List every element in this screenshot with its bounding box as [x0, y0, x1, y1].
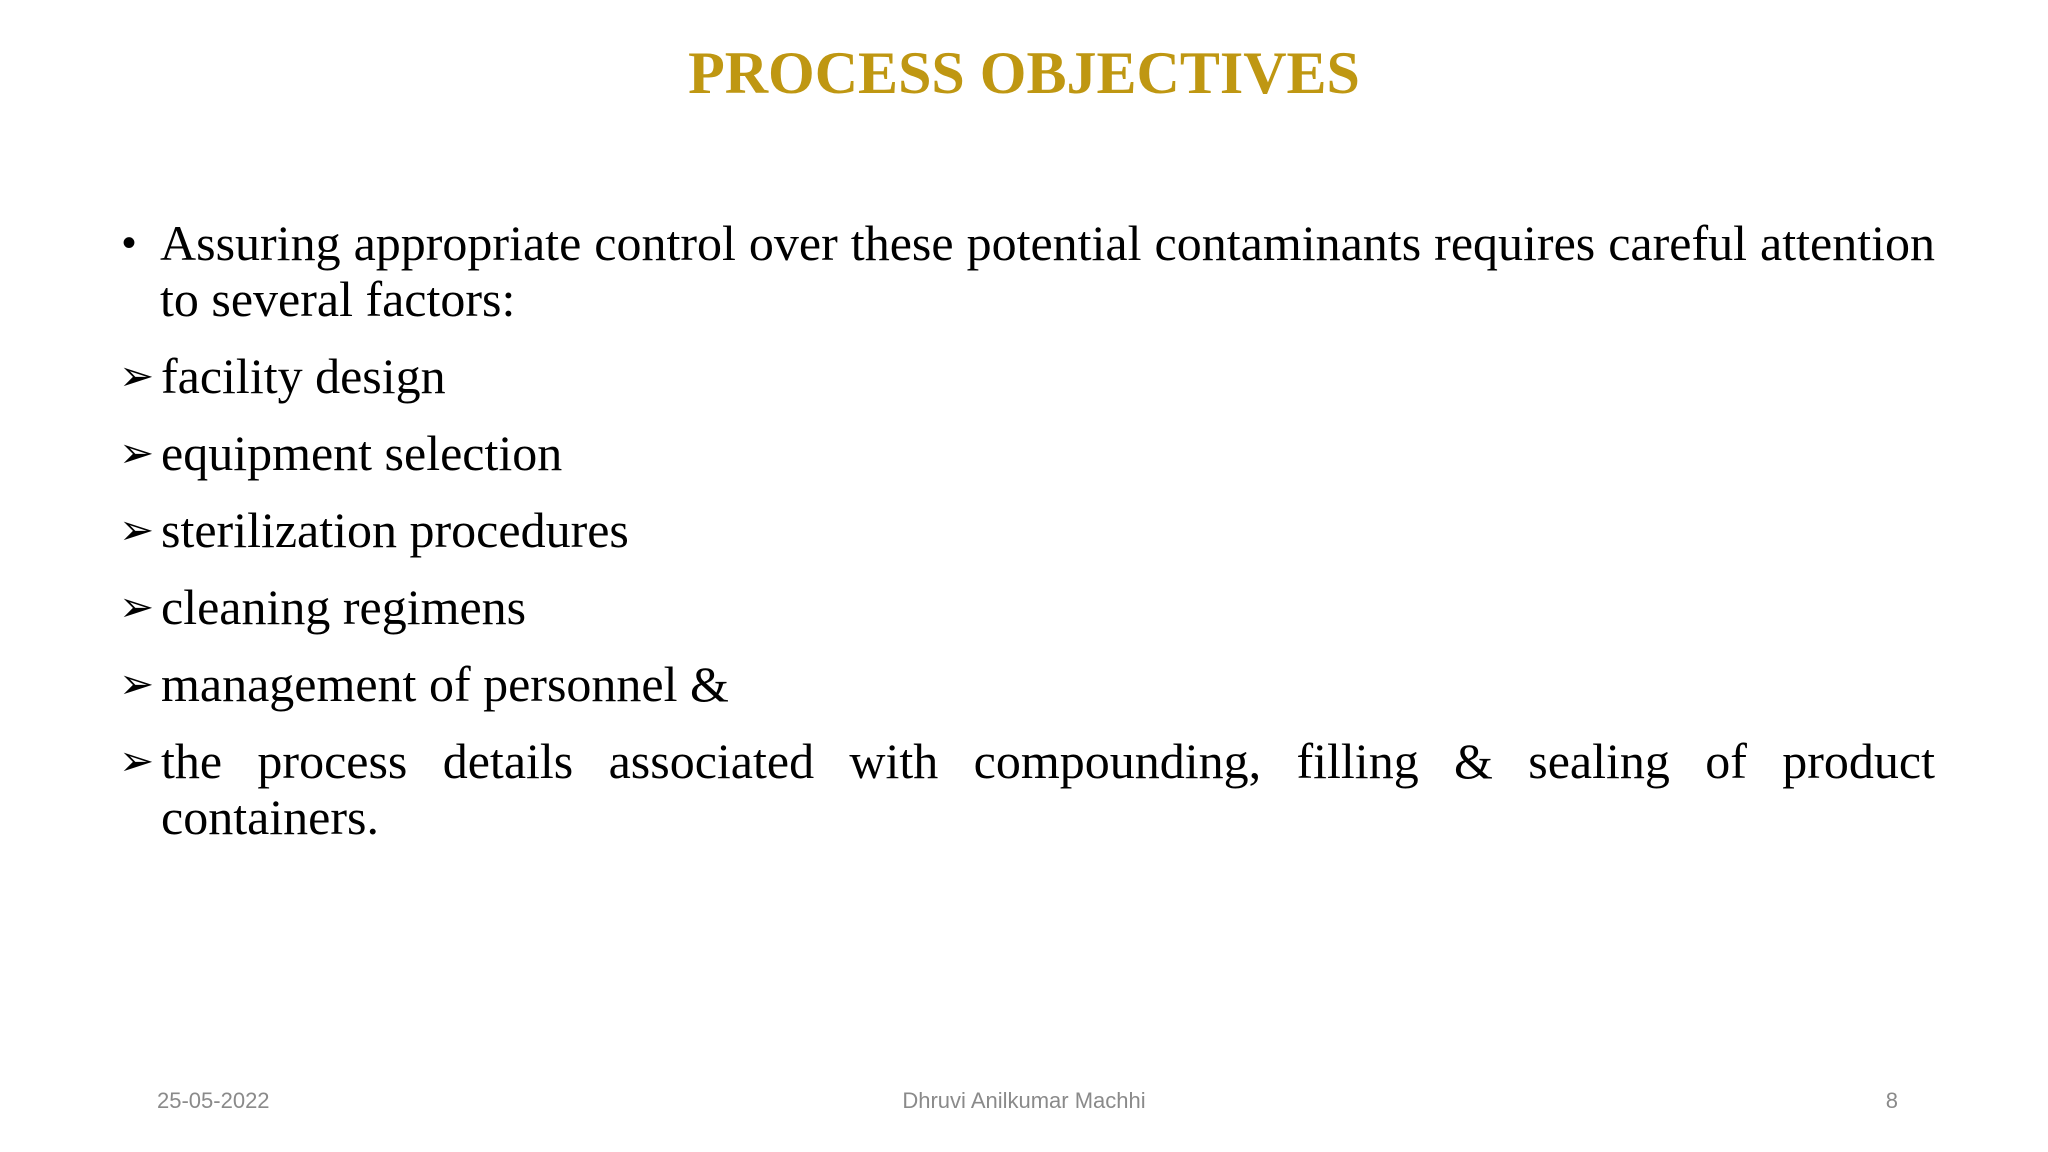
list-item-text: sterilization procedures	[161, 502, 629, 558]
arrow-bullet-icon: ➢	[119, 659, 155, 708]
list-item	[120, 579, 1935, 635]
list-item-text: facility design	[161, 348, 446, 404]
list-item-text: cleaning regimens	[161, 579, 527, 635]
list-item	[120, 733, 1935, 845]
list-item	[120, 502, 1935, 558]
list-item-text: the process details associated with compounding, filling & sealing of product containers.	[161, 733, 1935, 845]
footer-date: 25-05-2022	[157, 1088, 270, 1113]
intro-text: Assuring appropriate control over these potential contaminants requires careful attention to several factors:	[160, 215, 1935, 327]
list-item	[120, 425, 1935, 481]
arrow-bullet-icon: ➢	[119, 428, 155, 477]
list-item	[120, 348, 1935, 404]
arrow-bullet-icon: ➢	[119, 736, 155, 785]
arrow-bullet-icon: ➢	[119, 351, 155, 400]
slide-content	[120, 215, 1935, 866]
list-item-text: equipment selection	[161, 425, 563, 481]
slide-title: PROCESS OBJECTIVES	[688, 40, 1360, 106]
intro-bullet	[120, 215, 1935, 327]
footer-author: Dhruvi Anilkumar Machhi	[902, 1088, 1146, 1113]
list-item	[120, 656, 1935, 712]
page-number: 8	[1885, 1088, 1898, 1113]
arrow-bullet-icon: ➢	[119, 505, 155, 554]
list-item-text: management of personnel &	[161, 656, 729, 712]
arrow-bullet-icon: ➢	[119, 582, 155, 631]
bullet-icon: •	[122, 221, 137, 265]
